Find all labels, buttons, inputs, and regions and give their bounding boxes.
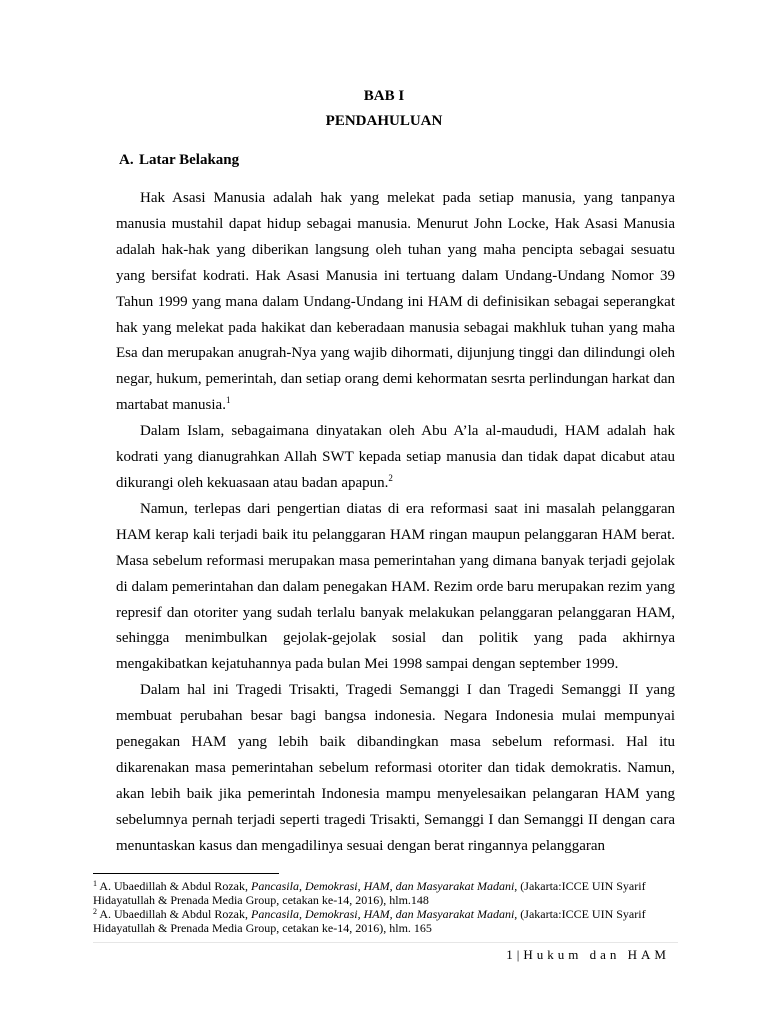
page-footer [506, 947, 670, 963]
paragraph: Namun, terlepas dari pengertian diatas di era reformasi saat ini masalah pelanggaran HAM kerap kali terjadi baik itu pelanggaran HAM ringan maupun pelanggaran HAM berat. Masa sebelum reformasi merupakan masa pemerintahan yang dimana banyak terjadi gejolak di dalam pemerintahan dan dalam penegakan HAM. Rezim orde baru merupakan rezim yang represif dan otoriter yang sudah terlalu banyak melakukan pelanggaran pelanggaran HAM, sehingga menimbulkan gejolak-gejolak sosial dan politik yang pada akhirnya mengakibatkan kejatuhannya pada bulan Mei 1998 sampai dengan september 1999. [116, 500, 675, 673]
footer-separator: | [516, 947, 524, 962]
footnote-ref[interactable]: 2 [388, 472, 393, 483]
footer-label: Hukum dan HAM [523, 947, 670, 962]
section-heading [119, 151, 239, 169]
book-title: Pancasila, Demokrasi, HAM, dan Masyarakat Madani [250, 879, 515, 893]
footnote-divider [93, 873, 279, 874]
section-title: Latar Belakang [139, 152, 240, 168]
chapter-title: PENDAHULUAN [325, 113, 443, 129]
paragraph: Dalam Islam, sebagaimana dinyatakan oleh Abu A’la al-maududi, HAM adalah hak kodrati yang dianugrahkan Allah SWT kepada setiap manusia dan tidak dapat dicabut atau dikurangi oleh kekuasaan atau badan apapun.$^2$ [116, 423, 675, 491]
footnote: $^2$ A. Ubaedillah & Abdul Rozak, Pancasila, Demokrasi, HAM, dan Masyarakat Madani, (Jakarta:ICCE UIN Syarif Hidayatullah & Prenada Media Group, cetakan ke-14, 2016), hlm. 165 [93, 907, 646, 935]
footnotes [93, 879, 683, 935]
paragraph: Hak Asasi Manusia adalah hak yang melekat pada setiap manusia, yang tanpanya manusia mustahil dapat hidup sebagai manusia. Menurut John Locke, Hak Asasi Manusia adalah hak-hak yang diberikan langsung oleh tuhan yang maha pencipta sebagai sesuatu yang bersifat kodrati. Hak Asasi Manusia ini tertuang dalam Undang-Undang Nomor 39 Tahun 1999 yang mana dalam Undang-Undang ini HAM di definisikan sebagai seperangkat hak yang melekat pada hakikat dan keberadaan manusia sebagai makhluk tuhan yang maha Esa dan merupakan anugrah-Nya yang wajib dihormati, dijunjung tinggi dan dilindungi oleh negar, hukum, pemerintah, dan setiap orang demi kehormatan sesrta perlindungan harkat dan martabat manusia.$^1$ [116, 190, 675, 414]
footnote: $^1$ A. Ubaedillah & Abdul Rozak, Pancasila, Demokrasi, HAM, dan Masyarakat Madani, (Jakarta:ICCE UIN Syarif Hidayatullah & Prenada Media Group, cetakan ke-14, 2016), hlm.148 [93, 879, 646, 907]
footnote-ref[interactable]: 1 [225, 395, 231, 406]
body-text [116, 186, 675, 860]
page-number: 1 [506, 947, 517, 962]
footer-divider [93, 942, 678, 943]
book-title: Pancasila, Demokrasi, HAM, dan Masyarakat Madani [250, 907, 515, 921]
chapter-heading: BAB I [363, 88, 405, 104]
section-number: A. [119, 152, 134, 168]
paragraph: Dalam hal ini Tragedi Trisakti, Tragedi Semanggi I dan Tragedi Semanggi II yang membuat perubahan besar bagi bangsa indonesia. Negara Indonesia mulai mempunyai penegakan HAM yang lebih baik dibandingkan masa sebelum reformasi. Hal itu dikarenakan masa pemerintahan sebelum reformasi otoriter dan tidak demokratis. Namun, akan lebih baik jika pemerintah Indonesia mampu menyelesaikan pelangaran HAM yang sebelumnya pernah terjadi seperti tragedi Trisakti, Semanggi I dan Semanggi II dengan cara menuntaskan kasus dan mengadilinya sesuai dengan berat ringannya pelanggaran [116, 682, 675, 854]
